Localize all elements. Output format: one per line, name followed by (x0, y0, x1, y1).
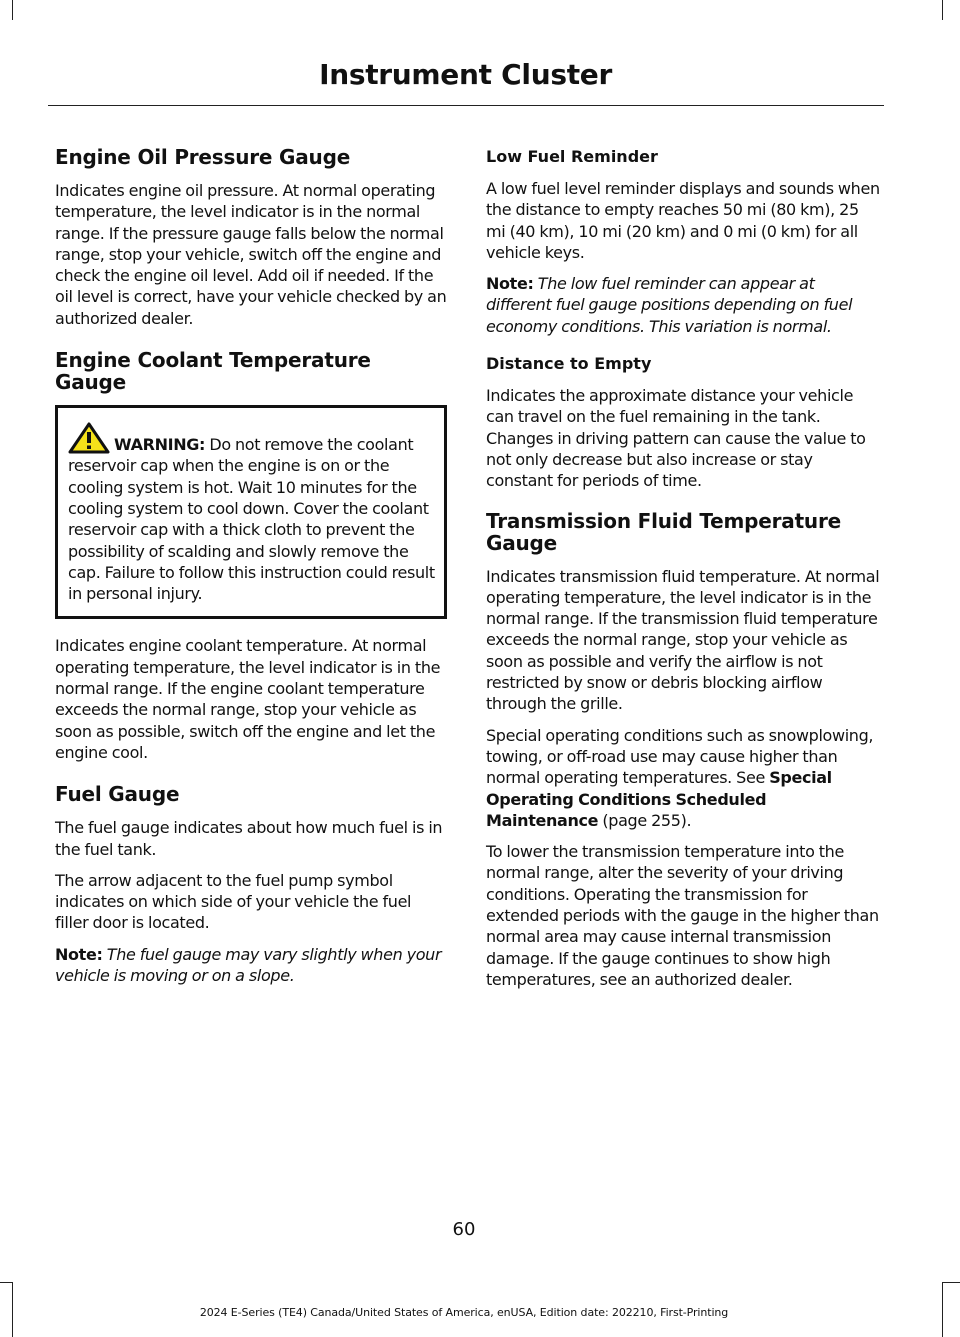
paragraph: Indicates transmission fluid temperature. At normal operating temperature, the level indicator is in the normal range. If the transmission fluid temperature exceeds the normal range, stop your vehicle as soon as possible and verify the airflow is not restricted by snow or debris blocking airflow through the grille. (486, 566, 880, 714)
section-transmission-fluid-temperature (486, 510, 880, 991)
left-column (55, 140, 447, 996)
note-label: Note: (486, 274, 534, 294)
subsection-heading: Distance to Empty (486, 354, 652, 374)
paragraph: To lower the transmission temperature into the normal range, alter the severity of your driving conditions. Operating the transmission for extended periods with the gauge in the higher than normal area may cause internal transmission damage. If the gauge continues to show high temperatures, see an authorized dealer. (486, 842, 879, 989)
warning-paragraph (68, 422, 436, 604)
section-heading: Fuel Gauge (55, 782, 180, 807)
header-divider (48, 105, 884, 106)
paragraph (486, 725, 880, 831)
page-reference: (page 255). (598, 810, 692, 830)
section-engine-oil-pressure (55, 146, 447, 329)
text: Special operating conditions such as snowplowing, towing, or off-road use may cause higher than normal operating temperatures. See (486, 725, 874, 788)
page-number: 60 (452, 1219, 476, 1240)
section-low-fuel-reminder (486, 146, 880, 337)
paragraph: Indicates engine oil pressure. At normal operating temperature, the level indicator is in the normal range. If the pressure gauge falls below the normal range, stop your vehicle, switch off the engine and check the engine oil level. Add oil if needed. If the oil level is correct, have your vehicle checked by an authorized dealer. (55, 181, 447, 328)
paragraph: The arrow adjacent to the fuel pump symbol indicates on which side of your vehicle the fuel filler door is located. (55, 870, 412, 933)
crop-mark-top-right (942, 0, 943, 20)
warning-triangle-icon (68, 422, 110, 454)
crop-mark-bottom-left-h (0, 1282, 12, 1283)
section-heading: Engine Coolant Temperature Gauge (55, 348, 371, 395)
paragraph: Indicates engine coolant temperature. At normal operating temperature, the level indicator is in the normal range. If the engine coolant temperature exceeds the normal range, stop your vehicle as soon as possible, switch off the engine and let the engine cool. (55, 636, 441, 762)
section-heading: Transmission Fluid Temperature Gauge (486, 508, 841, 555)
crop-mark-bottom-right (942, 1282, 943, 1337)
section-fuel-gauge (55, 783, 447, 986)
subsection-heading: Low Fuel Reminder (486, 147, 658, 166)
crop-mark-top-left (12, 0, 13, 20)
note-label: Note: (55, 944, 103, 964)
paragraph: The fuel gauge indicates about how much fuel is in the fuel tank. (55, 818, 443, 859)
cross-reference-link[interactable]: Special Operating Conditions Scheduled Maintenance (486, 768, 832, 830)
page-header-title: Instrument Cluster (319, 58, 612, 91)
right-column (486, 140, 880, 1000)
section-heading: Engine Oil Pressure Gauge (55, 145, 351, 169)
warning-box (55, 405, 447, 619)
warning-text: Do not remove the coolant reservoir cap when the engine is on or the cooling system is hot. Wait 10 minutes for the cooling system to cool down. Cover the coolant reservoir cap with a thick cloth to prevent the possibility of scalding and slowly remove the cap. Failure to follow this instruction could result in personal injury. (68, 435, 435, 604)
paragraph: Indicates the approximate distance your vehicle can travel on the fuel remaining in the tank. Changes in driving pattern can cause the value to not only decrease but also increase or stay constant for periods of time. (486, 386, 866, 491)
warning-label: WARNING: (114, 435, 206, 455)
crop-mark-bottom-right-h (943, 1282, 960, 1283)
note-paragraph (486, 273, 880, 337)
paragraph: A low fuel level reminder displays and sounds when the distance to empty reaches 50 mi (80 km), 25 mi (40 km), 10 mi (20 km) and 0 mi (0 km) for all vehicle keys. (486, 179, 880, 262)
section-engine-coolant-temperature (55, 349, 447, 763)
footer-edition-info: 2024 E-Series (TE4) Canada/United States of America, enUSA, Edition date: 202210, First-Printing (199, 1306, 729, 1319)
note-text: The low fuel reminder can appear at different fuel gauge positions depending on fuel economy conditions. This variation is normal. (486, 274, 853, 336)
note-text: The fuel gauge may vary slightly when your vehicle is moving or on a slope. (55, 944, 442, 986)
section-distance-to-empty (486, 353, 880, 491)
note-paragraph (55, 944, 447, 987)
